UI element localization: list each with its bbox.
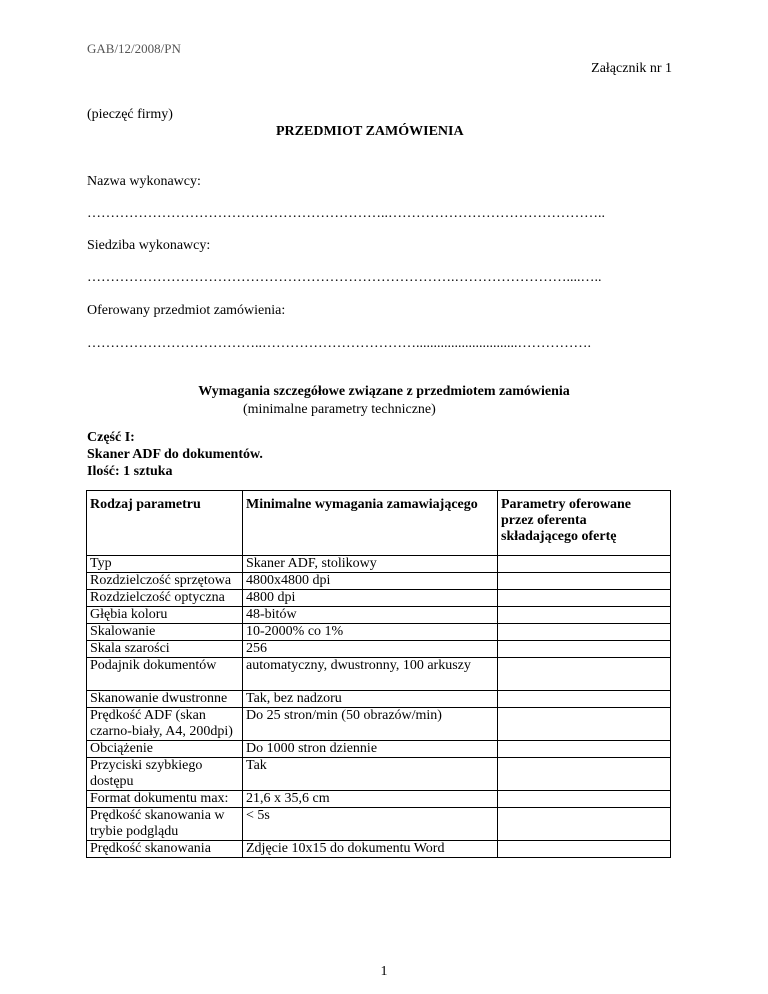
value-cell: Skaner ADF, stolikowy bbox=[243, 556, 498, 573]
param-cell: Podajnik dokumentów bbox=[87, 658, 243, 691]
param-cell: Prędkość skanowania w trybie podglądu bbox=[87, 808, 243, 841]
offer-cell[interactable] bbox=[498, 691, 671, 708]
table-header-row bbox=[87, 491, 671, 556]
table-row bbox=[87, 708, 671, 741]
requirements-title: Wymagania szczegółowe związane z przedmiotem zamówienia bbox=[198, 384, 570, 399]
header-param: Rodzaj parametru bbox=[87, 491, 243, 556]
page-title: PRZEDMIOT ZAMÓWIENIA bbox=[276, 124, 464, 139]
table-row bbox=[87, 791, 671, 808]
contractor-address-label: Siedziba wykonawcy: bbox=[87, 238, 211, 253]
table-row bbox=[87, 556, 671, 573]
part-quantity: Ilość: 1 sztuka bbox=[87, 464, 173, 479]
company-stamp-label: (pieczęć firmy) bbox=[87, 107, 173, 122]
param-cell: Przyciski szybkiego dostępu bbox=[87, 758, 243, 791]
contractor-name-field: ………………………………………………………..……………………………………….. bbox=[87, 206, 605, 221]
page-number: 1 bbox=[380, 964, 388, 979]
value-cell: automatyczny, dwustronny, 100 arkuszy bbox=[243, 658, 498, 691]
table-row bbox=[87, 641, 671, 658]
offer-cell[interactable] bbox=[498, 607, 671, 624]
table-row bbox=[87, 691, 671, 708]
table-row bbox=[87, 607, 671, 624]
offer-cell[interactable] bbox=[498, 741, 671, 758]
attachment-label: Załącznik nr 1 bbox=[591, 61, 672, 76]
param-cell: Rozdzielczość optyczna bbox=[87, 590, 243, 607]
part-number: Część I: bbox=[87, 430, 135, 445]
value-cell: Zdjęcie 10x15 do dokumentu Word bbox=[243, 841, 498, 858]
value-cell: 4800x4800 dpi bbox=[243, 573, 498, 590]
param-cell: Skanowanie dwustronne bbox=[87, 691, 243, 708]
header-min-req: Minimalne wymagania zamawiającego bbox=[243, 491, 498, 556]
table-row bbox=[87, 841, 671, 858]
value-cell: 4800 dpi bbox=[243, 590, 498, 607]
param-cell: Prędkość ADF (skan czarno-biały, A4, 200dpi) bbox=[87, 708, 243, 741]
spec-table bbox=[86, 490, 671, 858]
table-row bbox=[87, 573, 671, 590]
document-reference: GAB/12/2008/PN bbox=[87, 41, 181, 56]
value-cell: < 5s bbox=[243, 808, 498, 841]
offer-cell[interactable] bbox=[498, 573, 671, 590]
value-cell: 48-bitów bbox=[243, 607, 498, 624]
offered-item-label: Oferowany przedmiot zamówienia: bbox=[87, 303, 286, 318]
offer-cell[interactable] bbox=[498, 624, 671, 641]
param-cell: Skala szarości bbox=[87, 641, 243, 658]
value-cell: Tak bbox=[243, 758, 498, 791]
param-cell: Obciążenie bbox=[87, 741, 243, 758]
offer-cell[interactable] bbox=[498, 590, 671, 607]
param-cell: Prędkość skanowania bbox=[87, 841, 243, 858]
offered-item-field: ………………………………..…………………………….............................……………. bbox=[87, 336, 591, 351]
offer-cell[interactable] bbox=[498, 556, 671, 573]
table-row bbox=[87, 808, 671, 841]
table-row bbox=[87, 741, 671, 758]
param-cell: Rozdzielczość sprzętowa bbox=[87, 573, 243, 590]
contractor-name-label: Nazwa wykonawcy: bbox=[87, 174, 201, 189]
value-cell: 21,6 x 35,6 cm bbox=[243, 791, 498, 808]
param-cell: Skalowanie bbox=[87, 624, 243, 641]
part-name: Skaner ADF do dokumentów. bbox=[87, 447, 263, 462]
offer-cell[interactable] bbox=[498, 808, 671, 841]
value-cell: Tak, bez nadzoru bbox=[243, 691, 498, 708]
offer-cell[interactable] bbox=[498, 758, 671, 791]
offer-cell[interactable] bbox=[498, 708, 671, 741]
offer-cell[interactable] bbox=[498, 641, 671, 658]
table-row bbox=[87, 624, 671, 641]
value-cell: 256 bbox=[243, 641, 498, 658]
param-cell: Typ bbox=[87, 556, 243, 573]
contractor-address-field: …………………………………………………………………….……………………....….. bbox=[87, 270, 602, 285]
param-cell: Głębia koloru bbox=[87, 607, 243, 624]
param-cell: Format dokumentu max: bbox=[87, 791, 243, 808]
table-row bbox=[87, 758, 671, 791]
value-cell: Do 1000 stron dziennie bbox=[243, 741, 498, 758]
value-cell: 10-2000% co 1% bbox=[243, 624, 498, 641]
offer-cell[interactable] bbox=[498, 791, 671, 808]
offer-cell[interactable] bbox=[498, 841, 671, 858]
offer-cell[interactable] bbox=[498, 658, 671, 691]
header-offered: Parametry oferowane przez oferenta składającego ofertę bbox=[498, 491, 671, 556]
table-row bbox=[87, 658, 671, 691]
value-cell: Do 25 stron/min (50 obrazów/min) bbox=[243, 708, 498, 741]
requirements-subtitle: (minimalne parametry techniczne) bbox=[243, 402, 436, 417]
table-row bbox=[87, 590, 671, 607]
